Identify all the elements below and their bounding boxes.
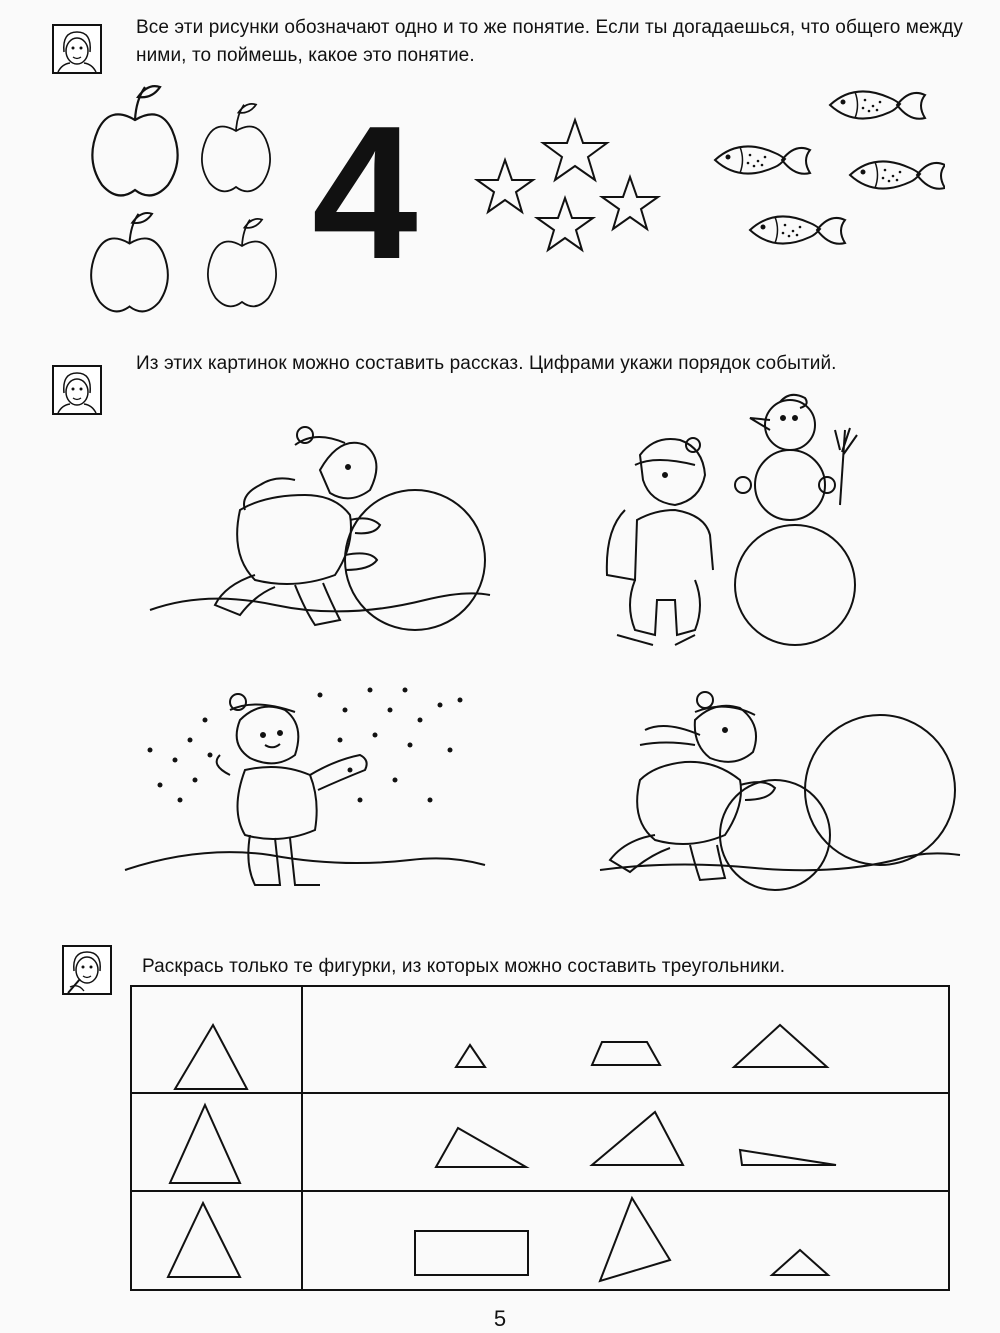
rectangle-shape[interactable] [415, 1231, 528, 1275]
apple-icon [91, 213, 168, 311]
triangle-shape[interactable] [600, 1198, 670, 1281]
child-with-pencil-icon [62, 945, 112, 995]
apple-icon [208, 219, 276, 306]
apple-icon [92, 86, 177, 195]
fish-icon [750, 216, 845, 243]
triangle-shape[interactable] [740, 1150, 836, 1165]
triangle-shape[interactable] [772, 1250, 828, 1275]
scene-rolling-snowball [145, 415, 495, 645]
star-icon [477, 160, 533, 212]
triangle-shape[interactable] [436, 1128, 526, 1167]
star-icon [602, 177, 658, 229]
trapezoid-shape[interactable] [592, 1042, 660, 1065]
star-icon [543, 120, 607, 180]
scene-snowfall [120, 680, 490, 920]
fish-icon [715, 146, 810, 173]
triangle-shape[interactable] [734, 1025, 827, 1067]
child-face-icon [52, 24, 102, 74]
fish-group [705, 75, 945, 265]
scene-snowman [595, 390, 885, 660]
task3-instruction: Раскрась только те фигурки, из которых можно составить треугольники. [142, 956, 786, 977]
triangle-shape[interactable] [592, 1112, 683, 1165]
triangle-shape[interactable] [175, 1025, 247, 1089]
triangle-shape[interactable] [168, 1203, 240, 1277]
apples-group [80, 75, 280, 325]
task2-instruction: Из этих картинок можно составить рассказ. Цифрами укажи порядок событий. [136, 353, 837, 374]
child-face-icon [52, 365, 102, 415]
triangle-shape[interactable] [170, 1105, 240, 1183]
task1-instruction: Все эти рисунки обозначают одно и то же понятие. Если ты догадаешься, что общего между ними, то поймешь, какое это понятие. [136, 17, 963, 66]
fish-icon [830, 91, 925, 118]
page-number: 5 [493, 1306, 507, 1331]
stars-group [470, 115, 680, 265]
table-frame [131, 986, 949, 1290]
triangle-shape[interactable] [456, 1045, 485, 1067]
scene-big-snowball [595, 690, 965, 910]
big-digit: 4 [312, 87, 418, 299]
apple-icon [202, 104, 270, 191]
star-icon [537, 198, 593, 250]
fish-icon [850, 161, 945, 188]
snowman-icon [735, 395, 857, 645]
figures-table [130, 985, 950, 1295]
